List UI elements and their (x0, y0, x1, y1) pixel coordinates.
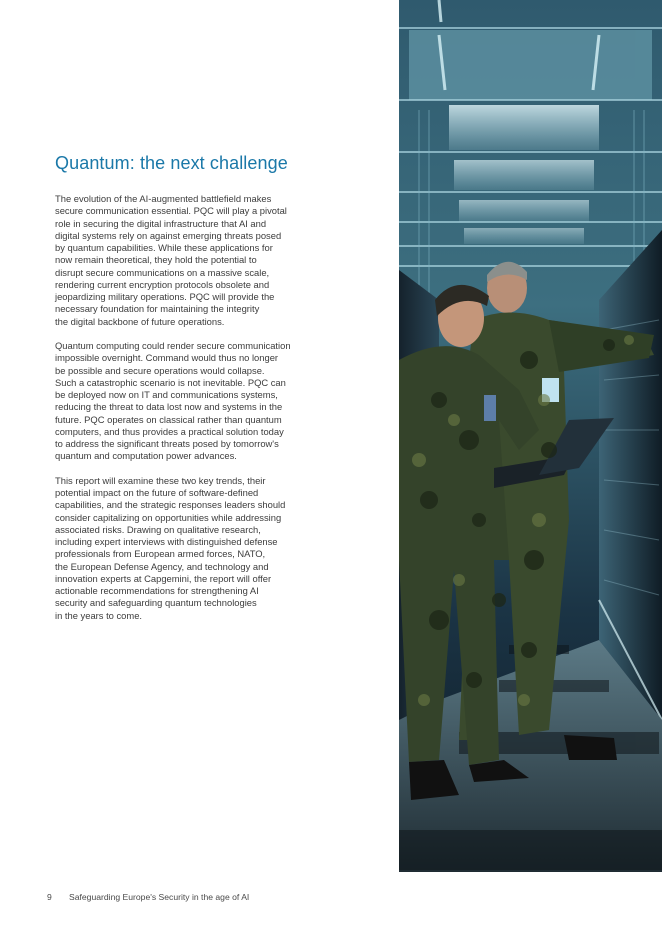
text-line: professionals from European armed forces, NATO, (55, 548, 266, 560)
text-line: role in securing the digital infrastructure that AI and (55, 217, 267, 229)
text-line: in the years to come. (55, 609, 143, 621)
text-line: actionable recommendations for strengthening AI (55, 585, 259, 597)
text-line: be deployed now on IT and communications systems, (55, 389, 278, 401)
text-line: now remain theoretical, they hold the potential to (55, 254, 257, 266)
text-line: disrupt secure communications on a massive scale, (55, 266, 270, 278)
text-line: future. PQC operates on classical rather than quantum (55, 413, 282, 425)
text-line: This report will examine these two key trends, their (55, 474, 266, 486)
text-line: potential impact on the future of software-defined (55, 487, 259, 499)
text-line: rendering current encryption protocols obsolete and (55, 278, 270, 290)
text-line: innovation experts at Capgemini, the report will offer (55, 572, 272, 584)
text-line: impossible overnight. Command would thus no longer (55, 352, 279, 364)
text-line: jeopardizing military operations. PQC will provide the (55, 291, 275, 302)
text-line: the digital backbone of future operations. (55, 315, 225, 327)
text-line: necessary foundation for maintaining the integrity (55, 303, 260, 315)
text-line: The evolution of the AI-augmented battlefield makes (55, 193, 272, 204)
paragraph-1 (55, 193, 317, 328)
text-line: secure communication essential. PQC will play a pivotal (55, 205, 287, 217)
text-line: associated risks. Drawing on qualitative research, (55, 523, 261, 535)
text-line: computers, and thus provides a practical solution today (55, 425, 284, 437)
text-line: consider capitalizing on opportunities while addressing (55, 511, 282, 523)
text-line: digital systems rely on against emerging threats posed (55, 229, 282, 241)
paragraph-3 (55, 475, 317, 622)
text-line: to address the significant threats posed by tomorrow's (55, 438, 279, 450)
text-line: capabilities, and the strategic responses leaders should (55, 499, 286, 511)
text-line: be possible and secure operations would collapse. (55, 364, 265, 376)
text-line: Such a catastrophic scenario is not inevitable. PQC can (55, 376, 286, 388)
text-line: Quantum computing could render secure communication (55, 340, 291, 352)
text-line: the European Defense Agency, and technology and (55, 560, 269, 572)
text-line: security and safeguarding quantum technologies (55, 597, 257, 609)
page-number: 9 (47, 892, 52, 902)
text-line: by quantum capabilities. While these applications for (55, 242, 273, 253)
hero-photo (399, 0, 662, 872)
footer-title: Safeguarding Europe's Security in the age of AI (69, 892, 250, 902)
page-title: Quantum: the next challenge (55, 153, 288, 173)
text-line: quantum and computation power advances. (55, 450, 237, 462)
text-line: reducing the threat to data lost now and systems in the (55, 401, 283, 413)
body-text (55, 193, 317, 634)
paragraph-2 (55, 340, 317, 463)
text-line: including expert interviews with distinguished defense (55, 536, 278, 548)
